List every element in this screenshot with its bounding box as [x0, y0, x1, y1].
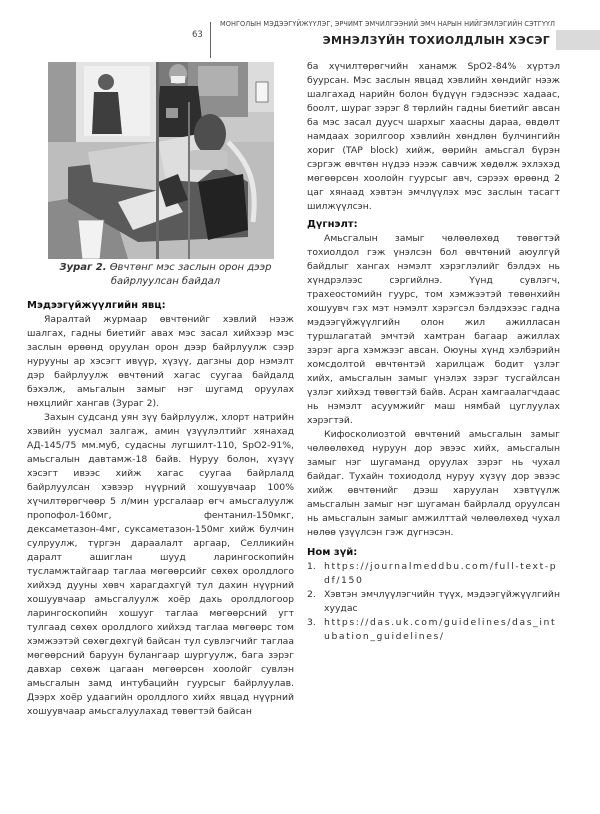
references-list — [307, 560, 560, 644]
conclusion-paragraph-2: Кифосколиозтой өвчтөний амьсгалын замыг чөлөөлөхөд нуруун дор эвээс хийх, амьсгалын замыг нэг шугаманд оруулах зэрэг нь чухал байдаг. Тухайн тохиодолд нуруу хүзүү дор эвээс хийж өвчтөнийг дээш харуулан хэвтүүлж амьсгалын замыг нэг шугаман байрлалд оруулсан нь амьсгалын замыг амжилттай чөлөөлөхөд чухал нөлөө үзүүлсэн гэж дүгнэсэн. — [307, 429, 560, 538]
journal-title: МОНГОЛЫН МЭДЭЭГҮЙЖҮҮЛЭГ, ЭРЧИМТ ЭМЧИЛГЭЭНИЙ ЭМЧ НАРЫН НИЙГЭМЛЭГИЙН СЭТГҮҮЛ — [220, 20, 555, 28]
reference-number: 1. — [307, 561, 316, 572]
figure-caption — [27, 261, 294, 289]
page-number: 63 — [192, 30, 203, 40]
reference-number: 3. — [307, 617, 316, 628]
reference-item — [307, 588, 560, 616]
anesthesia-paragraph-3: ба хүчилтөрөгчийн ханамж SpO2-84% хүртэл буурсан. Мэс заслын явцад хэвлийн хөндийг нээж шалгахад нарийн болон бүдүүн гэдэснээс хадаас, боолт, шураг зэрэг 8 төрлийн гадны биетийг авсан ба мэс засал дуусч шархыг хаасны дараа, өвдөлт намдаах зорилгоор хэвлийн хөндлөн булчингийн хориг (TAP block) хийж, өөрийн амьсгал бүрэн сэргэж өвчтөн нүдээ нээж савчиж хөдөлж эхлэхэд мөгөөрсөн хоолойн гуурсыг авч, сэрээх өрөөнд 2 цаг хянаад хэвтэн эмчлүүлэх мэс заслын тасагт шилжүүлсэн. — [307, 61, 560, 212]
anesthesia-paragraph-1: Яаралтай журмаар өвчтөнийг хэвлий нээж шалгах, гадны биетийг авах мэс засал хийхээр мэс заслын өрөөнд оруулан орон дээр байрлуулж сээр нурууны ар хэсэгт ивүүр, хүзүү, дагзны дор нэмэлт дэр байрлуулж өвчтөний хагас суугаа байдалд бэхэлж, амьгалын замыг нэг шугамд оруулах нөхцлийг хангав (Зураг 2). — [27, 314, 294, 409]
conclusion-heading: Дүгнэлт: — [307, 219, 358, 230]
figure-caption-text: Өвчтөнг мэс заслын орон дээр байрлуулсан байдал — [109, 262, 272, 287]
page-header — [0, 18, 600, 58]
anesthesia-heading: Мэдээгүйжүүлгийн явц: — [27, 300, 166, 311]
reference-link[interactable]: https://journalmeddbu.com/full-text-pdf/150 — [324, 561, 558, 586]
reference-number: 2. — [307, 589, 316, 600]
header-divider — [210, 22, 211, 58]
figure-label: Зураг 2. — [59, 262, 107, 273]
conclusion-paragraph-1: Амьсгалын замыг чөлөөлөхөд төвөгтэй тохиолдол гэж үнэлсэн бол өвчтөний аюулгүй байдлыг хангах нэмэлт хэрэглэлийг бэлдэх нь хүндрэлээс сэргийлнэ. Үүнд сувлэгч, трахеостомийн гуурс, том хэмжээтэй төвөнхийн хошуувч гэх мэт нэмэлт хэрэгсэл бэлдэхээс гадна мэдээгүйжүүлгийн олон жил ажилласан туршлагатай эмчтэй хамтран багаар ажиллах зэрэг арга хэмжээг авсан. Оюуны хүнд хэлбэрийн хомсдолтой өвчтөнтэй харилцаж бодит үзлэг хийх, амьсгалын замыг үнэлэх зэрэг тусгайлсан үзлэг хийхэд төвөгтэй байв. Асран хамгаалагчдаас нь нэмэлт асуумжийг маш нямбай цуглуулах хэрэгтэй. — [307, 233, 560, 426]
figure-photo — [48, 62, 274, 259]
anesthesia-paragraph-2: Захын судсанд уян зүү байрлуулж, хлорт натрийн хэвийн уусмал залгаж, амин үзүүлэлтийг хянахад АД-145/75 мм.муб, судасны лугшилт-110, SpO2-91%, амьсгалын давтамж-18 байв. Нуруу болон, хүзүү хэсэгт ивээс хийж хагас суугаа байрлалд байрлуулсан хэвээр нүүрний хошуувчаар 100% хүчилтөрөгчөөр 5 л/мин урсгалаар өгч амьсгалуулж пропофол-160мг, фентанил-150мкг, дексаметазон-4мг, суксаметазон-150мг хийж булчин сулруулж, түргэн дараалалт аргаар, Селликийн даралт ашиглан шууд ларингоскопийн тусламжтайгаар таглаа мөгөөрсийг сөхөх оролдлого хийхэд дууны хөвч харагдахгүй тул дахин нүүрний хошуувчаар амьсгалуулж хоёр дахь оролдлогоор ларингоскопийн хошууг таглаа мөгөөрсний угт тулгаад сөхөх оролдлого хийхэд таглаа мөгөөрс том хэмжээтэй сөхөгдөхгүй байсан тул сувлэгчийг таглаа мөгөөрсний баруун булангаар шургуулж, бага зэрэг давхар сөхөж цагаан мөгөөрсөн хоолойг сувлэн амьсгалын замд интубацийн гуурсыг байрлуулав. Дээрх хоёр удаагийн оролдлого хийх явцад нүүрний хошуувчаар амьсгалуулахад төвөгтэй байсан — [27, 412, 294, 717]
reference-item — [307, 616, 560, 644]
right-column — [307, 60, 560, 644]
reference-link[interactable]: https://das.uk.com/guidelines/das_intubation_guidelines/ — [324, 617, 557, 642]
reference-text: Хэвтэн эмчлүүлэгчийн түүх, мэдээгүйжүүлгийн хуудас — [324, 589, 560, 614]
header-gray-block — [556, 30, 600, 50]
left-column — [27, 62, 294, 719]
section-title: ЭМНЭЛЗҮЙН ТОХИОЛДЛЫН ХЭСЭГ — [322, 34, 550, 47]
operating-room-photo — [48, 62, 274, 259]
reference-item — [307, 560, 560, 588]
references-heading: Ном зүй: — [307, 547, 358, 558]
